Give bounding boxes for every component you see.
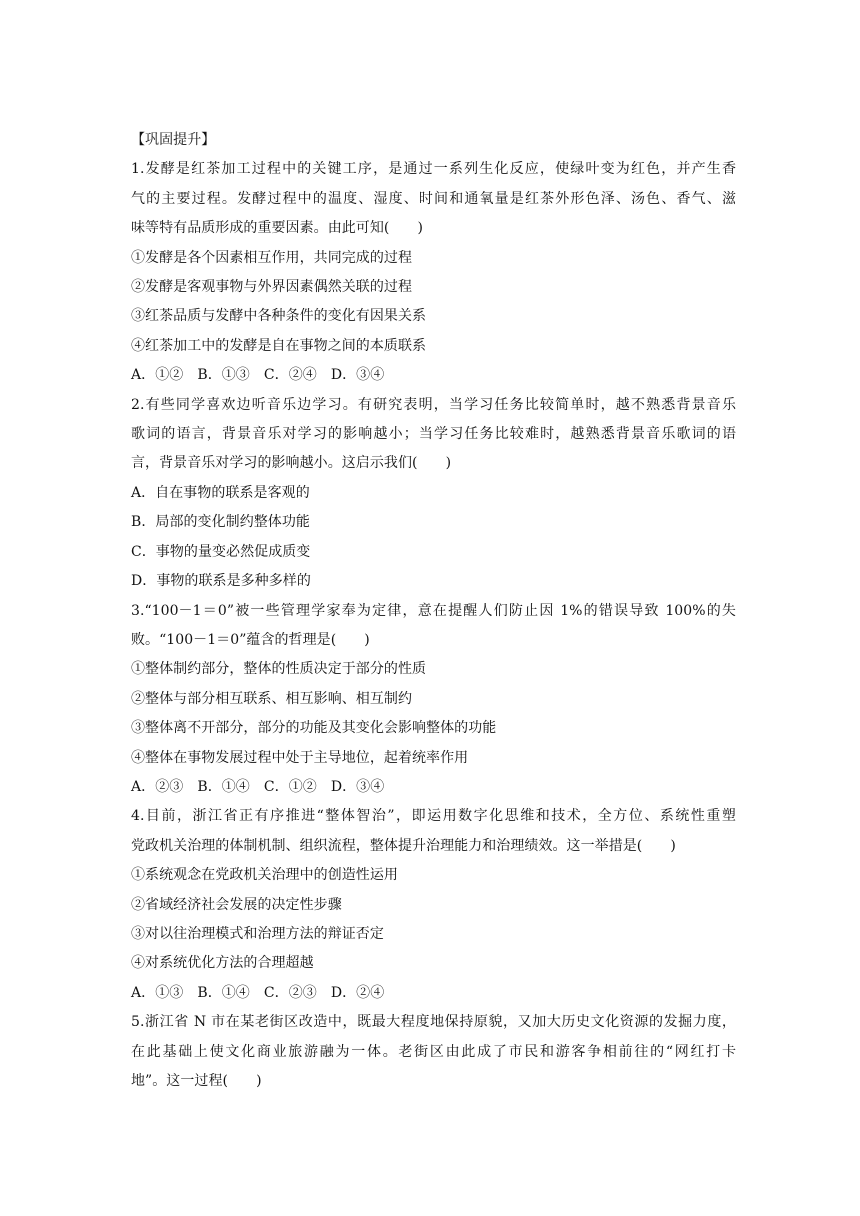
question-stem-line: 气的主要过程。发酵过程中的温度、湿度、时间和通氧量是红茶外形色泽、汤色、香气、滋 — [131, 190, 736, 207]
question-stem-line: 败。“100－1＝0”蕴含的哲理是( ) — [131, 631, 370, 648]
option-line: ②省域经济社会发展的决定性步骤 — [131, 896, 342, 913]
question-2 — [131, 391, 736, 597]
question-stem-line: 5.浙江省 N 市在某老街区改造中，既最大程度地保持原貌，又加大历史文化资源的发掘力度， — [131, 1014, 736, 1031]
option-line: ①系统观念在党政机关治理中的创造性运用 — [131, 867, 398, 884]
option-line: A．自在事物的联系是客观的 — [131, 484, 310, 501]
question-stem-line: 地”。这一过程( ) — [131, 1073, 262, 1089]
question-1 — [131, 155, 736, 390]
question-stem-line: 4.目前，浙江省正有序推进“整体智治”，即运用数字化思维和技术，全方位、系统性重塑 — [131, 808, 736, 825]
question-stem-line: 歌词的语言，背景音乐对学习的影响越小；当学习任务比较难时，越熟悉背景音乐歌词的语 — [131, 426, 736, 443]
question-stem-line: 1.发酵是红茶加工过程中的关键工序，是通过一系列生化反应，使绿叶变为红色，并产生香 — [131, 161, 736, 178]
answer-choices: A．①③ B．①④ C．②③ D．②④ — [131, 984, 385, 1001]
question-5 — [131, 1008, 736, 1096]
option-line: ②整体与部分相互联系、相互影响、相互制约 — [131, 690, 412, 707]
question-stem-line: 3.“100－1＝0”被一些管理学家奉为定律，意在提醒人们防止因 1%的错误导致 100%的失 — [131, 602, 736, 619]
section-heading: 【巩固提升】 — [131, 132, 216, 148]
answer-choices: A．②③ B．①④ C．①② D．③④ — [131, 778, 385, 795]
option-line: B．局部的变化制约整体功能 — [131, 514, 310, 531]
document-page — [131, 126, 736, 1096]
question-3 — [131, 597, 736, 803]
question-stem-line: 党政机关治理的体制机制、组织流程，整体提升治理能力和治理绩效。这一举措是( ) — [131, 837, 676, 854]
question-4 — [131, 802, 736, 1008]
option-line: ③整体离不开部分，部分的功能及其变化会影响整体的功能 — [131, 720, 497, 737]
option-line: ④整体在事物发展过程中处于主导地位，起着统率作用 — [131, 749, 469, 766]
option-line: ②发酵是客观事物与外界因素偶然关联的过程 — [131, 279, 412, 296]
option-line: ①整体制约部分，整体的性质决定于部分的性质 — [131, 661, 427, 678]
question-stem-line: 言，背景音乐对学习的影响越小。这启示我们( ) — [131, 455, 452, 472]
option-line: D．事物的联系是多种多样的 — [131, 573, 311, 590]
option-line: ④红茶加工中的发酵是自在事物之间的本质联系 — [131, 337, 427, 354]
option-line: C．事物的量变必然促成质变 — [131, 543, 311, 560]
option-line: ④对系统优化方法的合理超越 — [131, 955, 314, 972]
question-stem-line: 2.有些同学喜欢边听音乐边学习。有研究表明，当学习任务比较简单时，越不熟悉背景音乐 — [131, 396, 736, 413]
option-line: ③对以往治理模式和治理方法的辩证否定 — [131, 925, 384, 942]
question-stem-line: 味等特有品质形成的重要因素。由此可知( ) — [131, 220, 424, 237]
question-stem-line: 在此基础上使文化商业旅游融为一体。老街区由此成了市民和游客争相前往的“网红打卡 — [131, 1043, 736, 1060]
option-line: ③红茶品质与发酵中各种条件的变化有因果关系 — [131, 308, 427, 325]
answer-choices: A．①② B．①③ C．②④ D．③④ — [131, 367, 385, 384]
option-line: ①发酵是各个因素相互作用，共同完成的过程 — [131, 249, 412, 266]
